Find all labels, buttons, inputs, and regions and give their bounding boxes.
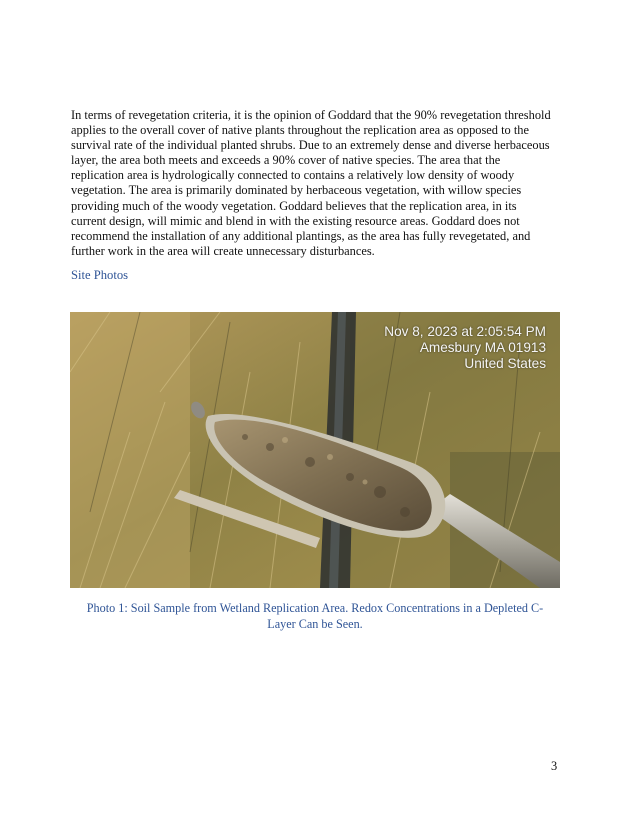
body-paragraph: In terms of revegetation criteria, it is the opinion of Goddard that the 90% revegetation threshold applies to the overall cover of native plants throughout the replication area as opposed to the survival rate of the individual planted shrubs. Due to an extremely dense and diverse herbaceous layer, the area both meets and exceeds a 90% cover of native species. The area that the replication area is hydrologically connected to contains a relatively low density of woody vegetation. The area is primarily dominated by herbaceous vegetation, with willow species providing much of the woody vegetation. Goddard believes that the replication area, in its current design, will mimic and blend in with the existing resource areas. Goddard does not recommend the installation of any additional plantings, as the area has fully revegetated, and further work in the area will create unnecessary disturbances. (71, 108, 551, 258)
photo-timestamp-overlay (384, 324, 546, 372)
photo-timestamp: Nov 8, 2023 at 2:05:54 PM (384, 324, 546, 339)
page-number: 3 (551, 759, 558, 773)
photo-location-line2: United States (464, 356, 546, 371)
photo-caption: Photo 1: Soil Sample from Wetland Replication Area. Redox Concentrations in a Depleted C- Layer Can be Seen. (86, 601, 544, 631)
photo-location-line1: Amesbury MA 01913 (419, 340, 546, 355)
site-photo (70, 312, 560, 588)
section-heading: Site Photos (71, 268, 129, 282)
